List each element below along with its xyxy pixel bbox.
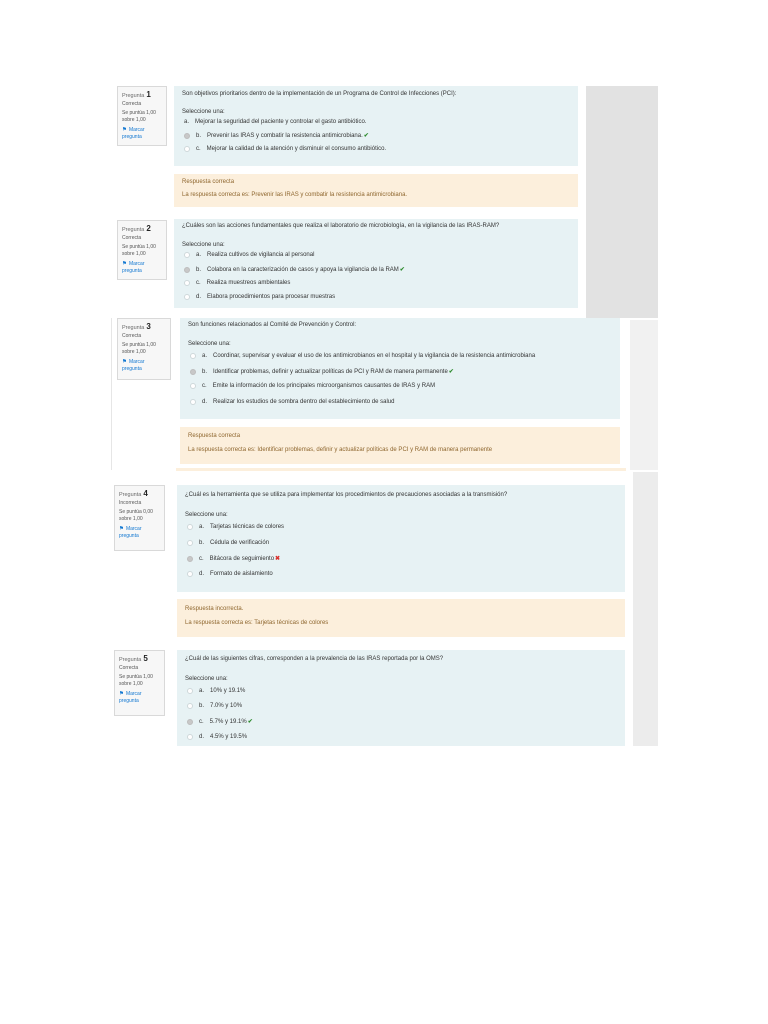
flag-question-link[interactable]: ⚑ Marcar pregunta xyxy=(119,526,142,539)
radio-button-selected xyxy=(190,369,196,375)
check-icon: ✔ xyxy=(247,719,253,725)
question-content-4 xyxy=(177,485,625,592)
answer-option-a[interactable]: a. 10% y 19.1% xyxy=(187,688,245,694)
feedback-answer: La respuesta correcta es: Tarjetas técnicas de colores xyxy=(185,620,329,626)
answer-option-b[interactable]: b. 7.0% y 10% xyxy=(187,703,242,709)
radio-button xyxy=(187,734,193,740)
radio-button xyxy=(184,294,190,300)
select-label: Seleccione una: xyxy=(182,109,225,115)
check-icon: ✔ xyxy=(448,369,454,375)
question-status: Correcta xyxy=(122,235,142,241)
radio-button xyxy=(187,688,193,694)
question-info-2 xyxy=(117,220,167,280)
scrollbar-track[interactable] xyxy=(630,320,658,470)
feedback-title: Respuesta incorrecta. xyxy=(185,606,244,612)
feedback-answer: La respuesta correcta es: Prevenir las IRAS y combatir la resistencia antimicrobiana. xyxy=(182,192,408,198)
flag-question-link[interactable]: ⚑ Marcar pregunta xyxy=(122,127,145,140)
answer-option-b[interactable]: b. Colabora en la caracterización de casos y apoya la vigilancia de la RAM ✔ xyxy=(184,266,405,273)
question-number: Pregunta 4 xyxy=(119,489,148,498)
radio-button xyxy=(184,280,190,286)
feedback-answer: La respuesta correcta es: Identificar problemas, definir y actualizar políticas de PCI y RAM de manera permanente xyxy=(188,447,493,453)
flag-icon: ⚑ xyxy=(122,127,127,133)
question-text: ¿Cuáles son las acciones fundamentales que realiza el laboratorio de microbiología, en la vigilancia de las IRAS-RAM? xyxy=(182,223,500,229)
question-number: Pregunta 1 xyxy=(122,90,151,99)
question-text: ¿Cuál es la herramienta que se utiliza para implementar los procedimientos de precauciones asociadas a la transmisión? xyxy=(185,492,508,498)
answer-option-c[interactable]: c. Bitácora de seguimiento ✖ xyxy=(187,555,280,562)
radio-button xyxy=(184,252,190,258)
radio-button xyxy=(190,383,196,389)
question-score: Se puntúa 1,00 sobre 1,00 xyxy=(122,110,156,123)
question-status: Correcta xyxy=(119,665,139,671)
answer-option-a[interactable]: a. Mejorar la seguridad del paciente y controlar el gasto antibiótico. xyxy=(184,119,367,125)
radio-button xyxy=(187,524,193,530)
answer-option-b[interactable]: b. Prevenir las IRAS y combatir la resistencia antimicrobiana. ✔ xyxy=(184,132,369,139)
flag-question-link[interactable]: ⚑ Marcar pregunta xyxy=(122,359,145,372)
answer-option-d[interactable]: d. Formato de aislamiento xyxy=(187,571,273,577)
question-status: Correcta xyxy=(122,101,142,107)
cross-icon: ✖ xyxy=(275,556,281,562)
question-score: Se puntúa 1,00 sobre 1,00 xyxy=(119,674,153,687)
radio-button xyxy=(190,353,196,359)
question-info-5 xyxy=(114,650,165,716)
radio-button xyxy=(187,540,193,546)
answer-option-c[interactable]: c. Emite la información de los principales microorganismos causantes de IRAS y RAM xyxy=(190,383,435,389)
radio-button xyxy=(184,146,190,152)
question-number: Pregunta 5 xyxy=(119,654,148,663)
radio-button-selected xyxy=(187,719,193,725)
question-number: Pregunta 3 xyxy=(122,322,151,331)
question-text: Son funciones relacionados al Comité de Prevención y Control: xyxy=(188,322,357,328)
question-status: Incorrecta xyxy=(119,500,142,506)
feedback-title: Respuesta correcta xyxy=(188,433,241,439)
feedback-box-4 xyxy=(177,599,625,637)
flag-icon: ⚑ xyxy=(119,526,124,532)
select-label: Seleccione una: xyxy=(182,242,225,248)
answer-option-a[interactable]: a. Tarjetas técnicas de colores xyxy=(187,524,284,530)
flag-question-link[interactable]: ⚑ Marcar pregunta xyxy=(122,261,145,274)
scrollbar-track[interactable] xyxy=(586,86,658,318)
question-score: Se puntúa 1,00 sobre 1,00 xyxy=(122,244,156,257)
answer-option-c[interactable]: c. Realiza muestreos ambientales xyxy=(184,280,290,286)
select-label: Seleccione una: xyxy=(185,676,228,682)
question-score: Se puntúa 1,00 sobre 1,00 xyxy=(122,342,156,355)
answer-option-c[interactable]: c. Mejorar la calidad de la atención y disminuir el consumo antibiótico. xyxy=(184,146,386,152)
question-text: ¿Cuál de las siguientes cifras, corresponden a la prevalencia de las IRAS reportada por la OMS? xyxy=(185,656,444,662)
feedback-box-3 xyxy=(180,427,620,464)
question-content-3 xyxy=(180,318,620,419)
feedback-title: Respuesta correcta xyxy=(182,179,235,185)
question-info-1 xyxy=(117,86,167,146)
question-info-3 xyxy=(117,318,171,380)
question-content-1 xyxy=(174,86,578,166)
answer-option-d[interactable]: d. 4.5% y 19.5% xyxy=(187,734,247,740)
feedback-edge xyxy=(176,468,626,471)
answer-option-b[interactable]: b. Cédula de verificación xyxy=(187,540,269,546)
answer-option-a[interactable]: a. Realiza cultivos de vigilancia al personal xyxy=(184,252,314,258)
flag-icon: ⚑ xyxy=(122,261,127,267)
question-status: Correcta xyxy=(122,333,142,339)
radio-button xyxy=(187,703,193,709)
answer-option-c[interactable]: c. 5.7% y 19.1% ✔ xyxy=(187,718,253,725)
question-text: Son objetivos prioritarios dentro de la implementación de un Programa de Control de Infecciones (PCI): xyxy=(182,91,457,97)
scrollbar-track[interactable] xyxy=(633,472,658,746)
select-label: Seleccione una: xyxy=(188,341,231,347)
answer-option-d[interactable]: d. Realizar los estudios de sombra dentro del establecimiento de salud xyxy=(190,399,394,405)
radio-button xyxy=(187,571,193,577)
question-content-2 xyxy=(174,219,578,308)
radio-button-selected xyxy=(184,133,190,139)
question-content-5 xyxy=(177,650,625,746)
question-score: Se puntúa 0,00 sobre 1,00 xyxy=(119,509,153,522)
select-label: Seleccione una: xyxy=(185,512,228,518)
radio-button xyxy=(190,399,196,405)
flag-question-link[interactable]: ⚑ Marcar pregunta xyxy=(119,691,142,704)
radio-button-selected xyxy=(187,556,193,562)
check-icon: ✔ xyxy=(399,267,405,273)
flag-icon: ⚑ xyxy=(119,691,124,697)
answer-option-d[interactable]: d. Elabora procedimientos para procesar muestras xyxy=(184,294,335,300)
answer-option-b[interactable]: b. Identificar problemas, definir y actualizar políticas de PCI y RAM de manera permanente ✔ xyxy=(190,368,454,375)
flag-icon: ⚑ xyxy=(122,359,127,365)
answer-option-a[interactable]: a. Coordinar, supervisar y evaluar el uso de los antimicrobianos en el hospital y la vigilancia de la resistencia antimicrobiana xyxy=(190,353,535,359)
radio-button-selected xyxy=(184,267,190,273)
feedback-box-1 xyxy=(174,174,578,207)
question-number: Pregunta 2 xyxy=(122,224,151,233)
check-icon: ✔ xyxy=(363,133,369,139)
question-info-4 xyxy=(114,485,165,551)
